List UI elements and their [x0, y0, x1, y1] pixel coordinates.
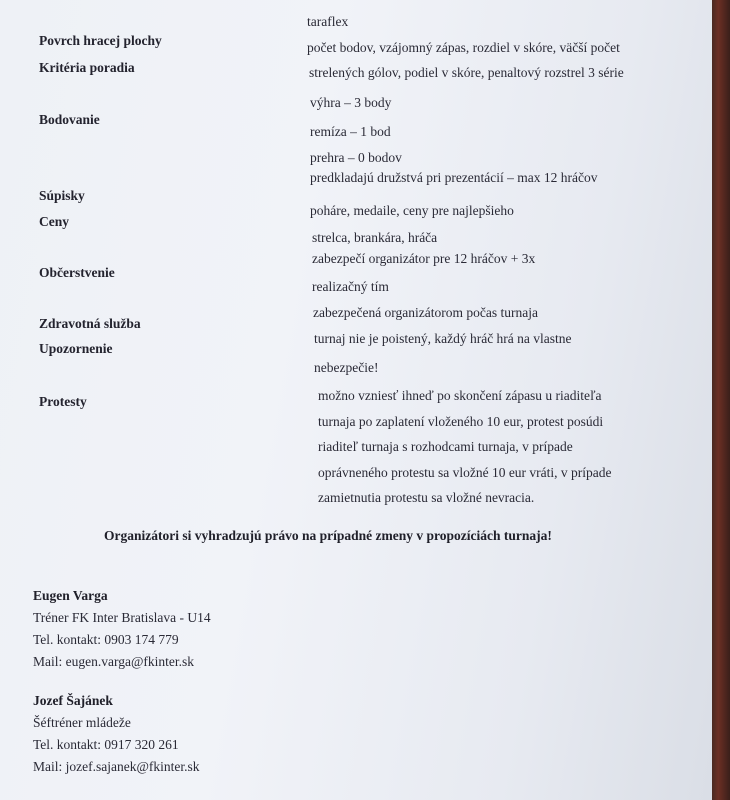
- value-povrch: taraflex: [307, 14, 349, 29]
- value-upozornenie-line1: turnaj nie je poistený, každý hráč hrá na vlastne: [314, 331, 572, 346]
- value-zdravotna: zabezpečená organizátorom počas turnaja: [313, 305, 539, 320]
- label-ceny: Ceny: [39, 214, 69, 229]
- value-kriteria-line1: počet bodov, vzájomný zápas, rozdiel v skóre, väčší počet: [307, 40, 620, 55]
- value-protesty-line5: zamietnutia protestu sa vložné nevracia.: [318, 490, 535, 505]
- label-bodovanie: Bodovanie: [39, 112, 100, 127]
- value-protesty-line1: možno vzniesť ihneď po skončení zápasu u riaditeľa: [318, 388, 602, 403]
- contact-mail: Mail: eugen.varga@fkinter.sk: [33, 654, 195, 669]
- contact-name: Eugen Varga: [33, 588, 108, 603]
- contact-name: Jozef Šajánek: [33, 693, 113, 708]
- contact-phone: Tel. kontakt: 0903 174 779: [33, 632, 179, 647]
- table-surface: [712, 0, 730, 800]
- notice-disclaimer: Organizátori si vyhradzujú právo na prípadné zmeny v propozíciách turnaja!: [104, 528, 552, 543]
- value-obcerstvenie-line1: zabezpečí organizátor pre 12 hráčov + 3x: [312, 251, 536, 266]
- value-bodovanie-line1: výhra – 3 body: [310, 95, 392, 110]
- value-upozornenie-line2: nebezpečie!: [314, 360, 379, 375]
- label-povrch: Povrch hracej plochy: [39, 33, 162, 48]
- label-protesty: Protesty: [39, 394, 87, 409]
- value-protesty-line4: oprávneného protestu sa vložné 10 eur vráti, v prípade: [318, 465, 612, 480]
- label-upozornenie: Upozornenie: [39, 341, 113, 356]
- value-bodovanie-line3: prehra – 0 bodov: [310, 150, 402, 165]
- label-obcerstvenie: Občerstvenie: [39, 265, 115, 280]
- value-supisky: predkladajú družstvá pri prezentácií – max 12 hráčov: [310, 170, 598, 185]
- contact-phone: Tel. kontakt: 0917 320 261: [33, 737, 179, 752]
- value-ceny-line2: strelca, brankára, hráča: [312, 230, 438, 245]
- value-obcerstvenie-line2: realizačný tím: [312, 279, 389, 294]
- label-supisky: Súpisky: [39, 188, 85, 203]
- contact-role: Tréner FK Inter Bratislava - U14: [33, 610, 211, 625]
- value-ceny-line1: poháre, medaile, ceny pre najlepšieho: [310, 203, 514, 218]
- label-kriteria: Kritéria poradia: [39, 60, 135, 75]
- label-zdravotna: Zdravotná služba: [39, 316, 141, 331]
- contact-role: Šéftréner mládeže: [33, 715, 131, 730]
- value-bodovanie-line2: remíza – 1 bod: [310, 124, 391, 139]
- value-protesty-line3: riaditeľ turnaja s rozhodcami turnaja, v prípade: [318, 439, 573, 454]
- value-kriteria-line2: strelených gólov, podiel v skóre, penaltový rozstrel 3 série: [309, 65, 624, 80]
- contact-mail: Mail: jozef.sajanek@fkinter.sk: [33, 759, 200, 774]
- value-protesty-line2: turnaja po zaplatení vloženého 10 eur, protest posúdi: [318, 414, 604, 429]
